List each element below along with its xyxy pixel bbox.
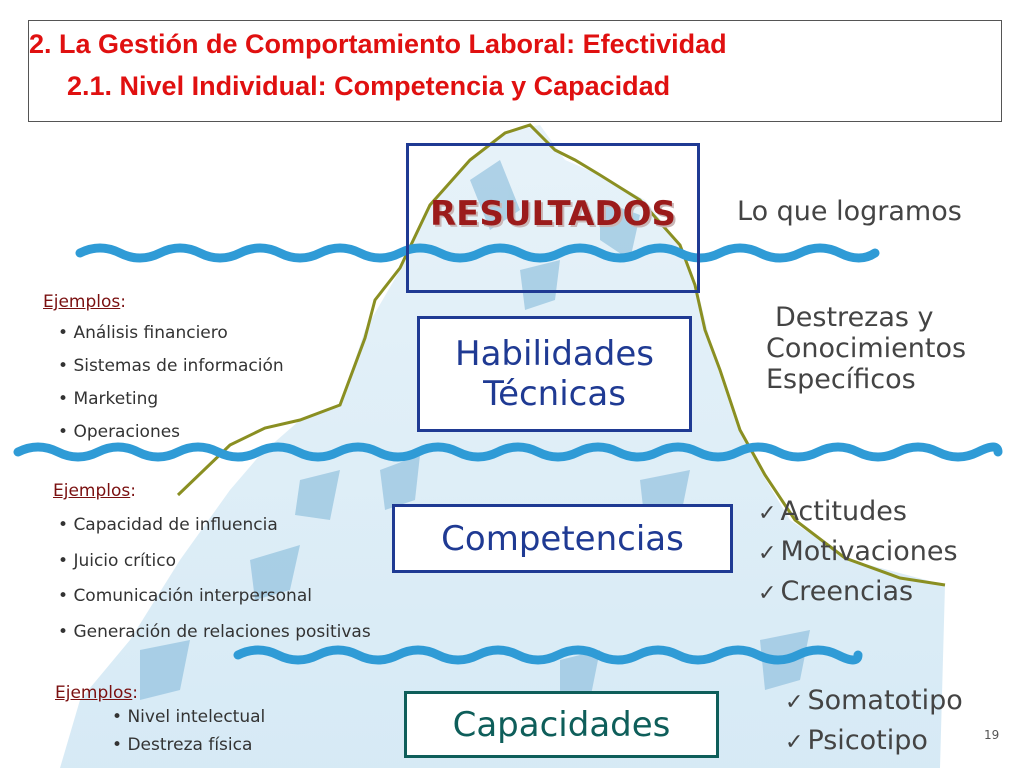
checkmark-icon: ✓: [758, 541, 777, 566]
page-number: 19: [984, 728, 1000, 742]
resultados-box: [406, 143, 700, 293]
competencias-trait-1: ✓ Actitudes: [758, 496, 907, 527]
habilidades-examples-title: Ejemplos:: [43, 292, 126, 312]
capacidades-example-2: • Destreza física: [112, 735, 253, 755]
checkmark-icon: ✓: [785, 730, 804, 755]
capacidades-trait-1: ✓ Somatotipo: [785, 685, 963, 716]
habilidades-example-1: • Análisis financiero: [58, 323, 228, 343]
competencias-trait-2: ✓ Motivaciones: [758, 536, 958, 567]
competencias-trait-3: ✓ Creencias: [758, 576, 914, 607]
checkmark-icon: ✓: [758, 501, 777, 526]
competencias-example-2: • Juicio crítico: [58, 551, 177, 571]
capacidades-box: [404, 691, 719, 758]
capacidades-trait-2: ✓ Psicotipo: [785, 725, 928, 756]
habilidades-desc-line-3: Específicos: [766, 364, 916, 395]
checkmark-icon: ✓: [785, 690, 804, 715]
habilidades-example-2: • Sistemas de información: [58, 356, 284, 376]
capacidades-example-1: • Nivel intelectual: [112, 707, 266, 727]
capacidades-label: Capacidades: [452, 704, 671, 745]
habilidades-label-line-1: Habilidades: [455, 334, 654, 374]
competencias-box: [392, 504, 733, 573]
title-box: [28, 20, 1002, 122]
competencias-example-1: • Capacidad de influencia: [58, 515, 278, 535]
habilidades-example-3: • Marketing: [58, 389, 159, 409]
habilidades-box: [417, 316, 692, 432]
title-line-2: 2.1. Nivel Individual: Competencia y Capacidad: [67, 71, 671, 101]
capacidades-examples-title: Ejemplos:: [55, 683, 138, 703]
resultados-label: RESULTADOS: [429, 194, 677, 234]
habilidades-label-line-2: Técnicas: [483, 374, 626, 414]
competencias-example-4: • Generación de relaciones positivas: [58, 622, 371, 642]
resultados-description: Lo que logramos: [737, 196, 962, 227]
competencias-examples-title: Ejemplos:: [53, 481, 136, 501]
habilidades-desc-line-1: Destrezas y: [775, 302, 934, 333]
habilidades-example-4: • Operaciones: [58, 422, 181, 442]
title-line-1: 2. La Gestión de Comportamiento Laboral: Efectividad: [29, 29, 727, 59]
checkmark-icon: ✓: [758, 581, 777, 606]
habilidades-desc-line-2: Conocimientos: [766, 333, 967, 364]
competencias-label: Competencias: [441, 518, 684, 559]
competencias-example-3: • Comunicación interpersonal: [58, 586, 312, 606]
